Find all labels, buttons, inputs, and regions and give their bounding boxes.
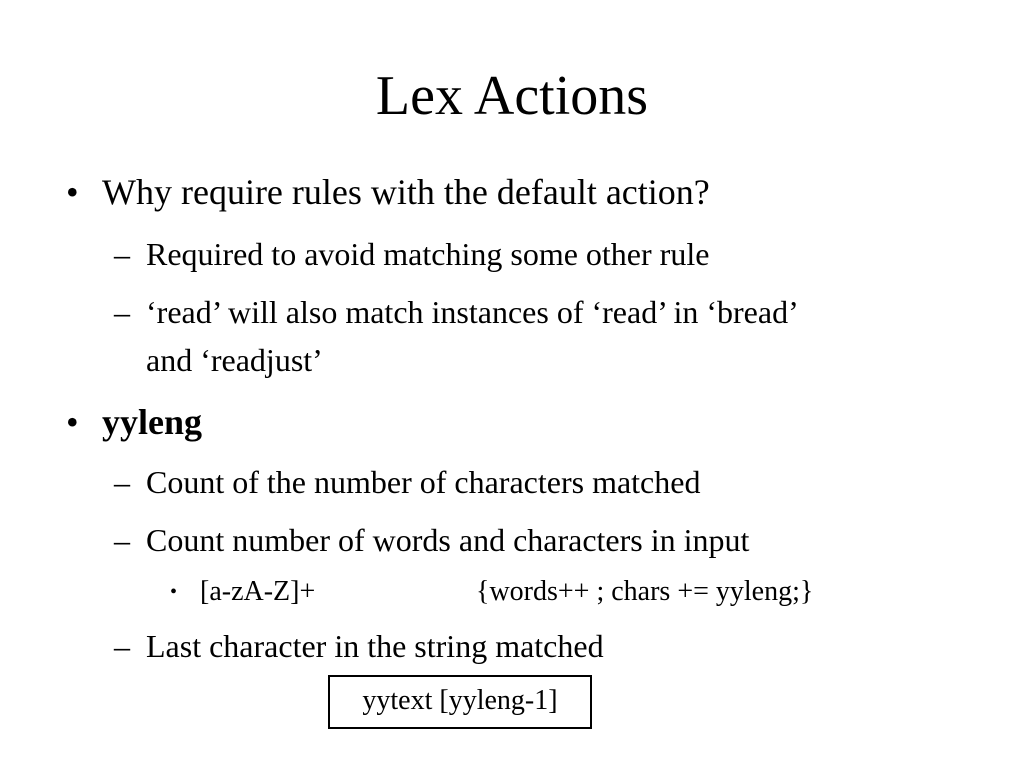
sub-bullet-continuation [146,336,323,384]
code-box: yytext [yyleng-1] [328,675,592,729]
sub-bullet-text: ‘read’ will also match instances of ‘read’ in ‘bread’ [146,294,799,330]
bullet-marker: • [170,581,178,603]
bullet-item [66,400,203,444]
sub-bullet-text: Last character in the string matched [146,628,604,664]
sub-bullet-text: and ‘readjust’ [146,342,323,378]
sub-bullet-item [114,622,604,670]
dash-marker: – [114,628,130,664]
sub-bullet-text: Count number of words and characters in input [146,522,750,558]
bullet-item [66,170,710,214]
dash-marker: – [114,522,130,558]
sub-bullet-item [114,458,701,506]
bullet-text: Why require rules with the default action? [102,172,710,212]
code-action: {words++ ; chars += yyleng;} [476,576,814,607]
dash-marker: – [114,236,130,272]
sub-bullet-item [114,516,750,564]
dash-marker: – [114,464,130,500]
slide-title: Lex Actions [375,65,649,127]
bullet-marker: • [66,172,79,212]
sub-sub-bullet-item [170,574,814,610]
sub-bullet-text: Required to avoid matching some other rule [146,236,710,272]
bullet-marker: • [66,402,79,442]
code-pattern: [a-zA-Z]+ [200,576,316,607]
bullet-text: yyleng [102,402,203,442]
sub-bullet-item [114,230,710,278]
sub-bullet-item [114,288,799,336]
dash-marker: – [114,294,130,330]
sub-bullet-text: Count of the number of characters matched [146,464,701,500]
